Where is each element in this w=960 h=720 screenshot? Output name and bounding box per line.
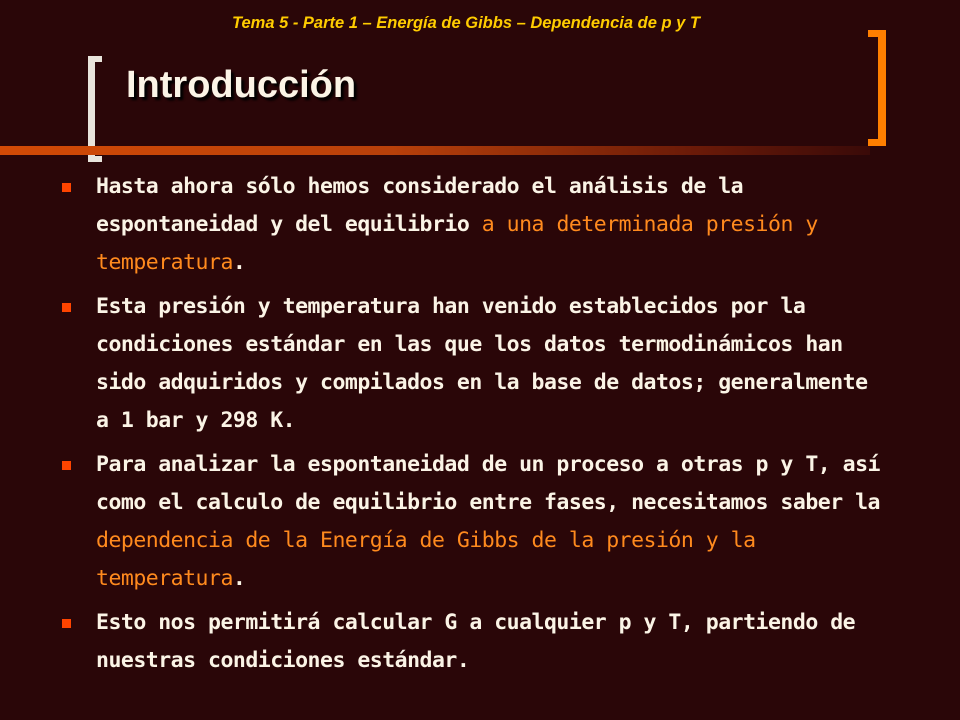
bullet-text-end: . — [232, 250, 246, 275]
bullet-item — [62, 288, 892, 440]
bullet-text: Esta presión y temperatura han venido establecidos por la condiciones estándar en las que los datos termodinámicos han sido adquiridos y compilados en la base de datos; generalmente a 1 bar y 298 K. — [96, 294, 868, 433]
bullet-text: Para analizar la espontaneidad de un proceso a otras p y T, así como el calculo de equilibrio entre fases, necesitamos saber la — [96, 452, 880, 515]
right-bracket-decoration — [868, 30, 886, 146]
bullet-item — [62, 604, 892, 680]
bullet-list — [62, 168, 892, 680]
bullet-text: Hasta ahora sólo hemos considerado el análisis de la espontaneidad y del equilibrio — [96, 174, 744, 237]
bullet-text: Esto nos permitirá calcular G a cualquier p y T, partiendo de nuestras condiciones estándar. — [96, 610, 856, 673]
header-breadcrumb: Tema 5 - Parte 1 – Energía de Gibbs – Dependencia de p y T — [232, 14, 700, 32]
bullet-highlight: a una determinada presión y temperatura — [96, 212, 818, 275]
bullet-text-end: . — [232, 566, 246, 591]
title-underline-rule — [0, 146, 870, 155]
square-bullet-icon — [62, 461, 71, 470]
square-bullet-icon — [62, 619, 71, 628]
bullet-item — [62, 168, 892, 282]
square-bullet-icon — [62, 303, 71, 312]
slide-title: Introducción — [126, 64, 357, 106]
bullet-highlight: dependencia de la Energía de Gibbs de la presión y la temperatura — [96, 528, 756, 591]
square-bullet-icon — [62, 183, 71, 192]
bullet-item — [62, 446, 892, 598]
